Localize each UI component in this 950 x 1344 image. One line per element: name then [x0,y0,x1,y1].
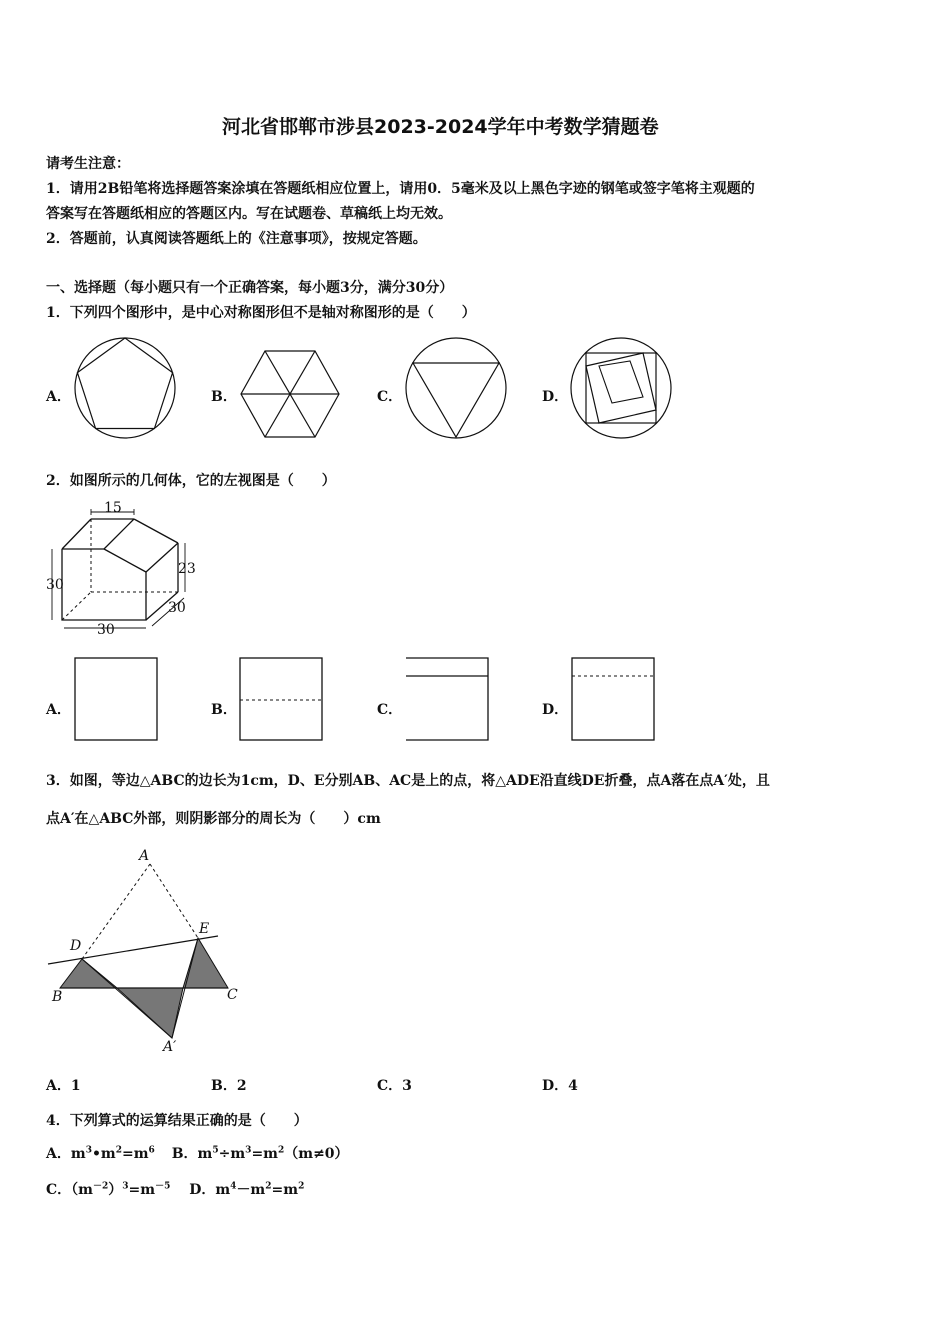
q1-option-d-label: D． [542,389,569,405]
q4-options-row-1 [46,1143,349,1163]
q2-dim-depth: 30 [168,600,186,616]
question-4-stem: 4．下列算式的运算结果正确的是（ ） [46,1113,308,1129]
q2-option-d-label: D． [542,702,569,718]
question-1-stem: 1．下列四个图形中，是中心对称图形但不是轴对称图形的是（ ） [46,305,476,321]
q2-option-b-figure [239,657,323,741]
q3-point-e: E [199,921,210,937]
q4-option-b: B．$m^5\div m^3=m^2(m\ne 0)$ [171,1145,349,1162]
q3-point-b: B [52,989,63,1005]
q4-option-d: D．$m^4-m^2=m^2$ [189,1181,305,1198]
q2-dim-left: 30 [46,577,64,593]
q3-point-a: A [139,848,150,864]
q1-option-a-figure [74,337,176,439]
q3-point-d: D [70,938,82,954]
q1-option-c-figure [405,337,507,439]
q3-option-d: D．4 [542,1078,578,1094]
q3-point-a-prime: A′ [163,1039,177,1055]
q3-option-a: A．1 [46,1078,81,1094]
q4-option-a: A．$m^3•m^2=m^6$ [46,1145,155,1162]
q2-dim-bottom: 30 [97,622,115,638]
q4-options-row-2 [46,1178,304,1199]
q1-option-c-label: C． [377,389,403,405]
q2-dim-right: 23 [178,561,196,577]
q2-option-a-figure [74,657,158,741]
q3-point-c: C [227,987,238,1003]
question-3-stem-line-2: 点A′在△ABC外部，则阴影部分的周长为（ ）cm [46,811,381,827]
q4-option-c: C．$(m^{-2})^3=m^{-5}$ [46,1181,171,1198]
q2-option-a-label: A． [46,702,71,718]
notice-line-1: 1．请用2B铅笔将选择题答案涂填在答题纸相应位置上，请用0．5毫米及以上黑色字迹的钢笔或签字笔将主观题的 [46,181,755,197]
page-title: 河北省邯郸市涉县2023-2024学年中考数学猜题卷 [222,116,659,138]
notice-line-2: 答案写在答题纸相应的答题区内。写在试题卷、草稿纸上均无效。 [46,206,452,222]
q3-option-c: C．3 [377,1078,412,1094]
q1-option-d-figure [570,337,672,439]
q2-option-d-figure [571,657,655,741]
notice-line-3: 2．答题前，认真阅读答题纸上的《注意事项》，按规定答题。 [46,231,427,247]
notice-heading: 请考生注意： [46,156,130,172]
section-heading: 一、选择题（每小题只有一个正确答案，每小题3分，满分30分） [46,280,454,296]
q2-option-c-label: C． [377,702,403,718]
q2-option-b-label: B． [211,702,237,718]
question-2-stem: 2．如图所示的几何体，它的左视图是（ ） [46,473,336,489]
q2-option-c-figure [405,657,489,741]
q1-option-a-label: A． [46,389,71,405]
question-3-stem-line-1: 3．如图，等边△ABC的边长为1cm，D、E分别AB、AC是上的点，将△ADE沿直线DE折叠，点A落在点A′处，且 [46,773,770,789]
q2-dim-top: 15 [104,500,122,516]
q1-option-b-label: B． [211,389,237,405]
q1-option-b-figure [240,350,340,438]
q3-option-b: B．2 [211,1078,247,1094]
